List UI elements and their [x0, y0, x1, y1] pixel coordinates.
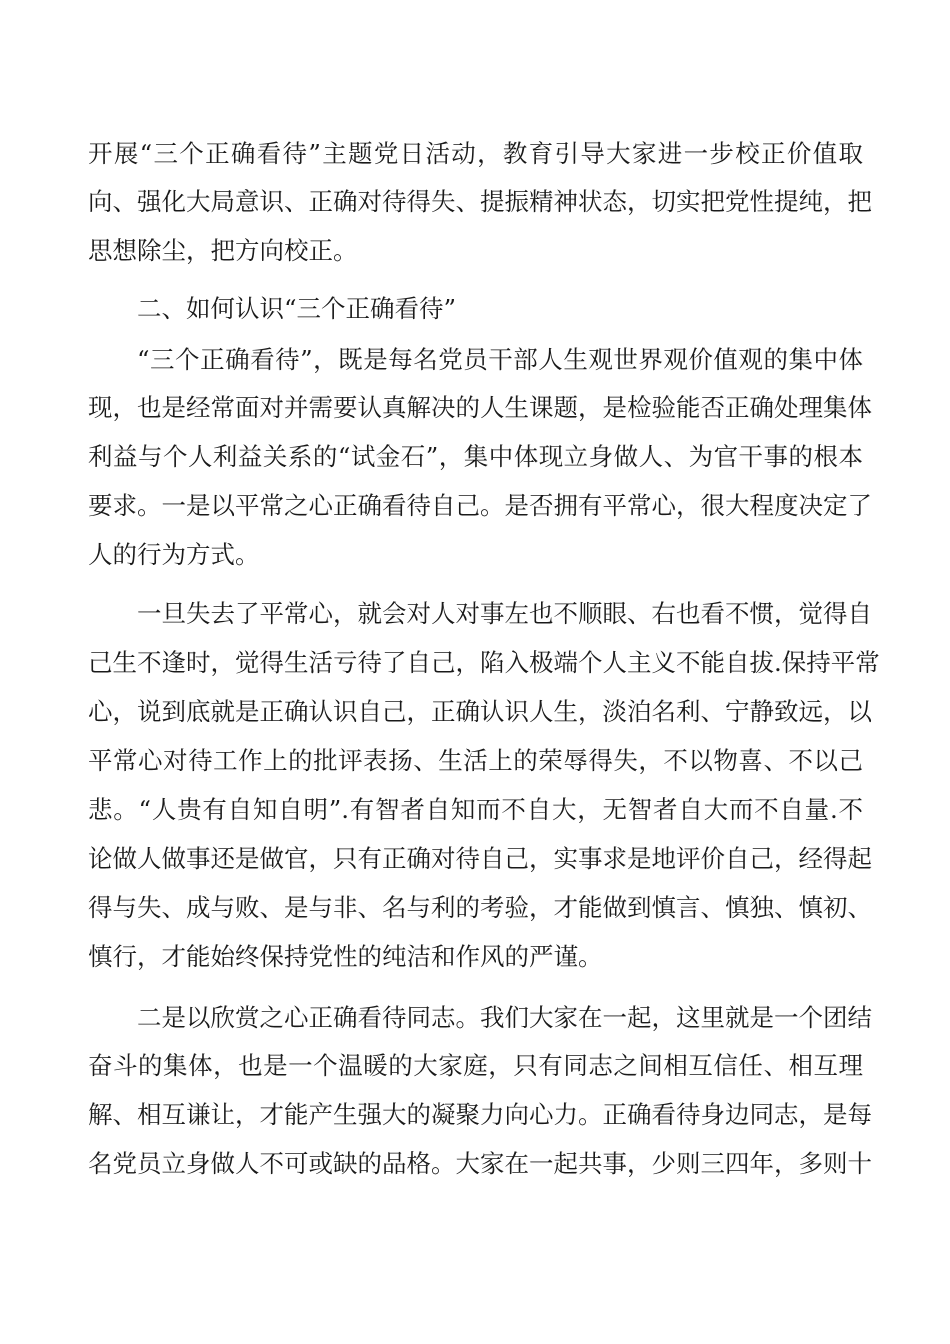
paragraph-line: 得与失、成与败、是与非、名与利的考验，才能做到慎言、慎独、慎初、 [88, 893, 872, 922]
paragraph-line: 现，也是经常面对并需要认真解决的人生课题，是检验能否正确处理集体 [88, 393, 872, 422]
paragraph-line: 一旦失去了平常心，就会对人对事左也不顺眼、右也看不惯，觉得自 [137, 599, 872, 628]
paragraph-line: 平常心对待工作上的批评表扬、生活上的荣辱得失，不以物喜、不以己 [88, 746, 863, 775]
paragraph-line: 解、相互谦让，才能产生强大的凝聚力向心力。正确看待身边同志，是每 [88, 1100, 872, 1129]
paragraph-line: 利益与个人利益关系的“试金石”，集中体现立身做人、为官干事的根本 [88, 442, 863, 471]
paragraph-line: 二是以欣赏之心正确看待同志。我们大家在一起，这里就是一个团结 [137, 1003, 872, 1032]
paragraph-line: 己生不逢时，觉得生活亏待了自己，陷入极端个人主义不能自拔.保持平常 [88, 648, 880, 677]
paragraph-line: 奋斗的集体，也是一个温暖的大家庭，只有同志之间相互信任、相互理 [88, 1051, 863, 1080]
paragraph-line: 心，说到底就是正确认识自己，正确认识人生，淡泊名利、宁静致远，以 [88, 697, 872, 726]
paragraph-line: 慎行，才能始终保持党性的纯洁和作风的严谨。 [88, 942, 603, 971]
section-heading: 二、如何认识“三个正确看待” [137, 294, 457, 323]
paragraph-line: 思想除尘，把方向校正。 [88, 236, 358, 265]
paragraph-line: 悲。“人贵有自知自明”.有智者自知而不自大，无智者自大而不自量.不 [88, 795, 863, 824]
paragraph-line: 人的行为方式。 [88, 540, 260, 569]
paragraph-line: 要求。一是以平常之心正确看待自己。是否拥有平常心，很大程度决定了 [88, 491, 872, 520]
paragraph-line: 论做人做事还是做官，只有正确对待自己，实事求是地评价自己，经得起 [88, 844, 872, 873]
paragraph-line: 向、强化大局意识、正确对待得失、提振精神状态，切实把党性提纯，把 [88, 187, 872, 216]
paragraph-line: “三个正确看待”，既是每名党员干部人生观世界观价值观的集中体 [137, 345, 863, 374]
paragraph-line: 名党员立身做人不可或缺的品格。大家在一起共事，少则三四年，多则十 [88, 1149, 872, 1178]
paragraph-line: 开展“三个正确看待”主题党日活动，教育引导大家进一步校正价值取 [88, 139, 863, 168]
